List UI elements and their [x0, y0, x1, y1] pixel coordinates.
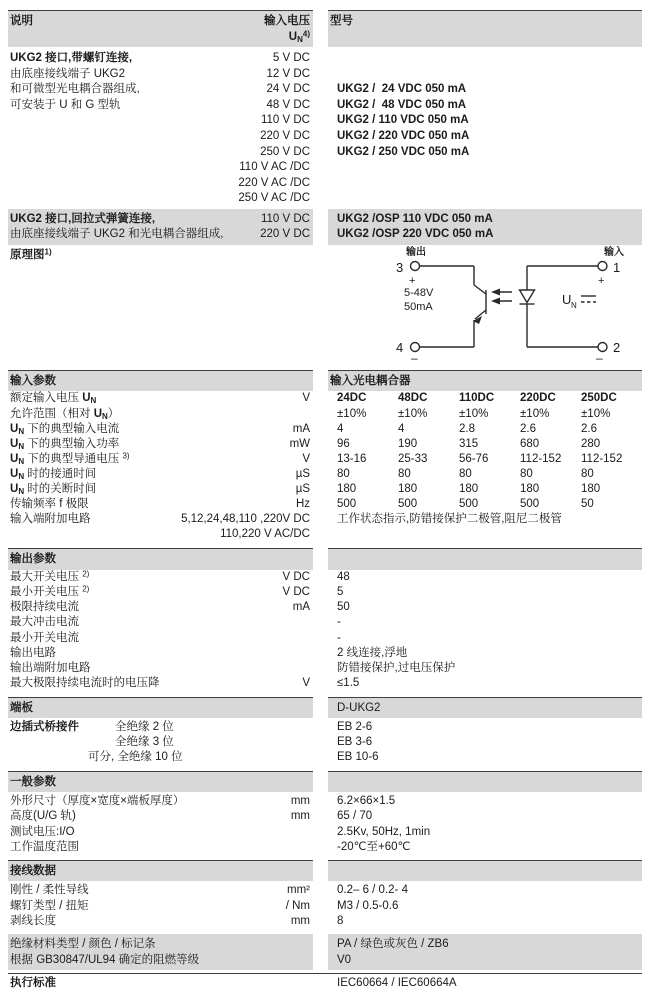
param-unit: Hz — [295, 498, 310, 511]
insulation-right-band — [328, 934, 642, 970]
param-extra-voltages: 110,220 V AC/DC — [220, 528, 310, 541]
un-subscript: N — [571, 300, 577, 310]
product-row — [8, 113, 642, 129]
param-row — [8, 720, 642, 735]
param-row — [8, 750, 642, 765]
param-row — [8, 422, 642, 437]
endplate-value: D-UKG2 — [328, 697, 642, 719]
param-values: 180 180 180 180 180 — [337, 483, 601, 495]
param-value: ≤1.5 — [337, 677, 360, 690]
param-unit: mm — [290, 810, 310, 823]
param-label: 最小开关电压 $^{2)}$ — [10, 584, 90, 599]
param-row — [8, 631, 642, 646]
param-label: 边插式桥接件 — [10, 721, 79, 733]
param-sublabel: 全绝缘 3 位 — [115, 736, 174, 749]
param-value: - — [337, 631, 341, 644]
table-header — [8, 10, 642, 47]
param-row — [8, 809, 642, 824]
param-values: 80 80 80 80 80 — [337, 467, 594, 480]
standard-value: IEC60664 / IEC60664A — [337, 977, 457, 989]
param-label: 绝缘材料类型 / 颜色 / 标记条 — [10, 938, 156, 951]
model-number: UKG2 /OSP 110 VDC 050 mA — [337, 212, 493, 225]
product-description: 由底座接线端子 UKG2 和光电耦合器组成, — [10, 228, 224, 241]
param-value: 8 — [337, 914, 344, 927]
param-extra-voltages: 5,12,24,48,110 ,220V DC — [181, 513, 310, 526]
output-params-header — [8, 548, 642, 570]
minus-sign: – — [596, 350, 603, 365]
param-unit: / Nm — [285, 899, 310, 912]
param-label: 最大极限持续电流时的电压降 — [10, 677, 160, 690]
spring-right-band — [328, 209, 642, 245]
param-label: 工作温度范围 — [10, 840, 79, 853]
param-unit: mm — [290, 795, 310, 808]
input-label: 输入 — [604, 246, 624, 258]
terminal-3-circle — [411, 261, 420, 270]
param-row — [8, 512, 642, 527]
param-value: 65 / 70 — [337, 810, 373, 823]
terminal-1-label: 1 — [613, 259, 621, 275]
param-label: 允许范围（相对 $U_N$） — [10, 407, 120, 421]
param-row — [8, 676, 642, 691]
voltage-value: 250 V AC /DC — [238, 192, 310, 205]
param-label: $U_N$ 时的关断时间 — [10, 483, 97, 496]
section-title: 端板 — [8, 697, 313, 719]
voltage-value: 24 V DC — [266, 83, 310, 96]
section-title: 输出参数 — [8, 548, 313, 570]
param-value: 2 线连接,浮地 — [337, 646, 408, 659]
product-row — [8, 67, 642, 83]
endplate-header — [8, 697, 642, 719]
input-params-header — [8, 370, 642, 392]
param-value: M3 / 0.5-0.6 — [337, 899, 399, 912]
param-row — [8, 527, 642, 542]
product-description: UKG2 接口,回拉式弹簧连接, — [10, 212, 156, 225]
optocoupler-circuit-diagram — [390, 244, 650, 368]
voltage-value: 110 V DC — [260, 114, 310, 127]
model-number: UKG2 / 110 VDC 050 mA — [337, 114, 469, 127]
header-left-band — [8, 10, 313, 47]
product-row — [8, 82, 642, 98]
param-row — [8, 825, 642, 840]
rating-current: 50mA — [404, 300, 433, 313]
param-unit: V DC — [282, 586, 310, 599]
param-row — [8, 840, 642, 855]
param-value: PA / 绿色或灰色 / ZB6 — [337, 938, 449, 951]
un-symbol: U — [562, 291, 572, 307]
model-number: UKG2 /OSP 220 VDC 050 mA — [337, 228, 494, 241]
general-params-header — [8, 771, 642, 793]
insulation-band — [8, 934, 642, 970]
model-number: UKG2 / 24 VDC 050 mA — [337, 83, 467, 96]
param-value: 50 — [337, 601, 350, 614]
param-row — [8, 914, 642, 929]
product-row — [8, 129, 642, 145]
screw-products-section — [8, 51, 642, 207]
product-description: 由底座接线端子 UKG2 — [10, 67, 126, 80]
param-values: 24DC 48DC 110DC 220DC 250DC — [337, 392, 617, 405]
param-row — [8, 497, 642, 512]
model-number — [328, 67, 642, 83]
spring-products-band — [8, 209, 642, 245]
voltage-value: 220 V DC — [260, 129, 310, 142]
section-title: 接线数据 — [8, 860, 313, 882]
voltage-value: 12 V DC — [266, 67, 310, 80]
param-value: 防错接保护,过电压保护 — [337, 662, 456, 675]
section-subtitle: 输入光电耦合器 — [328, 370, 642, 392]
param-label: $U_N$ 下的典型输入功率 — [10, 437, 120, 451]
product-row — [8, 160, 642, 176]
product-row — [8, 191, 642, 207]
param-unit: V — [302, 452, 310, 465]
spring-left-band — [8, 209, 313, 245]
param-row — [8, 600, 642, 615]
model-number: UKG2 / 220 VDC 050 mA — [337, 129, 470, 142]
voltage-value: 220 V AC /DC — [238, 176, 310, 189]
param-unit: mm² — [287, 884, 310, 897]
column-header-un: $U_N^{4)}$ — [288, 29, 310, 44]
param-label: $U_N$ 下的典型导通电压 $^{3)}$ — [10, 451, 130, 466]
column-header-input-voltage: 输入电压 — [264, 15, 310, 27]
param-row — [8, 646, 642, 661]
param-unit: mA — [292, 601, 310, 614]
param-unit: µS — [295, 467, 310, 480]
param-row — [8, 467, 642, 482]
product-description: 可安装于 U 和 G 型轨 — [10, 98, 121, 111]
param-value: V0 — [337, 953, 352, 966]
param-row — [8, 899, 642, 914]
column-header-model: 型号 — [328, 10, 642, 47]
param-unit: mA — [292, 422, 310, 435]
param-value: 0.2– 6 / 0.2- 4 — [337, 884, 408, 897]
param-sublabel: 可分, 全绝缘 10 位 — [88, 751, 183, 764]
param-values: 4 4 2.8 2.6 2.6 — [337, 422, 597, 435]
insulation-left-band — [8, 934, 313, 970]
param-label: 输出电路 — [10, 646, 56, 659]
model-number: UKG2 / 48 VDC 050 mA — [337, 98, 467, 111]
minus-sign: – — [411, 350, 418, 365]
param-label: 输出端附加电路 — [10, 662, 91, 675]
output-params-rows — [8, 570, 642, 692]
wiring-data-rows — [8, 883, 642, 929]
light-arrow — [491, 288, 500, 295]
led-triangle — [520, 290, 535, 303]
section-title: 输入参数 — [8, 370, 313, 392]
input-params-rows — [8, 391, 642, 542]
param-label: 额定输入电压 $U_N$ — [10, 392, 97, 406]
section-title: 一般参数 — [8, 771, 313, 793]
endplate-rows — [8, 720, 642, 766]
column-header-description: 说明 — [10, 15, 33, 27]
param-value: 6.2×66×1.5 — [337, 795, 396, 808]
param-label: 剥线长度 — [10, 914, 56, 927]
param-row — [8, 661, 642, 676]
output-label: 输出 — [406, 246, 426, 258]
terminal-3-label: 3 — [396, 259, 404, 275]
voltage-value: 110 V DC — [260, 212, 310, 225]
voltage-value: 48 V DC — [266, 98, 310, 111]
param-unit: µS — [295, 483, 310, 495]
voltage-value: 5 V DC — [272, 52, 310, 64]
schematic-section — [8, 248, 642, 364]
wiring-data-header — [8, 860, 642, 882]
param-unit: mW — [289, 437, 310, 450]
param-unit: V DC — [282, 570, 310, 583]
param-row — [8, 570, 642, 585]
param-value: 2.5Kv, 50Hz, 1min — [337, 825, 431, 838]
param-value: EB 2-6 — [337, 721, 373, 733]
param-label: $U_N$ 下的典型输入电流 — [10, 422, 120, 436]
param-value: 48 — [337, 570, 350, 583]
product-description: 和可微型光电耦合器组成, — [10, 83, 140, 96]
param-label: $U_N$ 时的接通时间 — [10, 467, 97, 481]
param-value: - — [337, 616, 341, 629]
param-values: 13-16 25-33 56-76 112-152 112-152 — [337, 452, 623, 465]
param-label: 最小开关电流 — [10, 631, 79, 644]
param-row — [8, 883, 642, 898]
param-row — [8, 391, 642, 406]
param-row — [8, 735, 642, 750]
product-row — [8, 145, 642, 161]
terminal-2-label: 2 — [613, 339, 621, 355]
param-label: 最大开关电压 $^{2)}$ — [10, 569, 90, 583]
light-arrow — [491, 297, 500, 304]
param-row — [8, 452, 642, 467]
param-values: 500 500 500 500 50 — [337, 498, 594, 511]
param-label: 高度(U/G 轨) — [10, 810, 76, 823]
param-label: 极限持续电流 — [10, 601, 79, 614]
plus-sign: + — [598, 274, 605, 287]
param-value: EB 3-6 — [337, 736, 373, 749]
schematic-label: 原理图$^{1)}$ — [10, 247, 52, 261]
voltage-value: 110 V AC /DC — [239, 161, 310, 174]
voltage-value: 220 V DC — [260, 228, 310, 241]
param-value: -20℃至+60℃ — [337, 840, 411, 853]
product-row — [8, 51, 642, 67]
model-number — [328, 51, 642, 67]
param-label: 螺钉类型 / 扭矩 — [10, 899, 89, 912]
param-row — [8, 407, 642, 422]
model-number: UKG2 / 250 VDC 050 mA — [337, 145, 470, 158]
param-unit — [210, 407, 313, 422]
param-row — [8, 585, 642, 600]
terminal-4-label: 4 — [396, 339, 404, 355]
terminal-1-circle — [598, 261, 607, 270]
rating-voltage: 5-48V — [404, 286, 434, 299]
plus-sign: + — [409, 274, 416, 287]
param-value: EB 10-6 — [337, 751, 379, 764]
param-label: 外形尺寸（厚度×宽度×端板厚度） — [10, 795, 185, 808]
product-row — [8, 98, 642, 114]
general-params-rows — [8, 794, 642, 855]
param-value: 工作状态指示,防错接保护二极管,阻尼二极管 — [337, 513, 562, 526]
param-label: 刚性 / 柔性导线 — [10, 884, 89, 897]
param-sublabel: 全绝缘 2 位 — [115, 721, 174, 733]
param-label: 输入端附加电路 — [10, 513, 91, 526]
param-unit: mm — [290, 914, 310, 927]
param-value: 5 — [337, 586, 344, 599]
param-label: 传输频率 f 极限 — [10, 498, 89, 511]
param-values: 96 190 315 680 280 — [337, 437, 601, 450]
standard-row — [8, 973, 642, 989]
product-row — [8, 176, 642, 192]
param-label: 根据 GB30847/UL94 确定的阻燃等级 — [10, 953, 200, 966]
param-unit: V — [302, 677, 310, 690]
param-row — [8, 437, 642, 452]
param-row — [8, 482, 642, 497]
param-row — [8, 615, 642, 630]
product-description: UKG2 接口,带螺钉连接, — [10, 52, 133, 64]
section-title: 执行标准 — [10, 977, 56, 989]
param-label: 测试电压:I/O — [10, 825, 75, 838]
param-label: 最大冲击电流 — [10, 616, 79, 629]
param-unit: V — [302, 392, 310, 405]
param-row — [8, 794, 642, 809]
voltage-value: 250 V DC — [260, 145, 310, 158]
param-values: ±10% ±10% ±10% ±10% ±10% — [337, 407, 611, 420]
